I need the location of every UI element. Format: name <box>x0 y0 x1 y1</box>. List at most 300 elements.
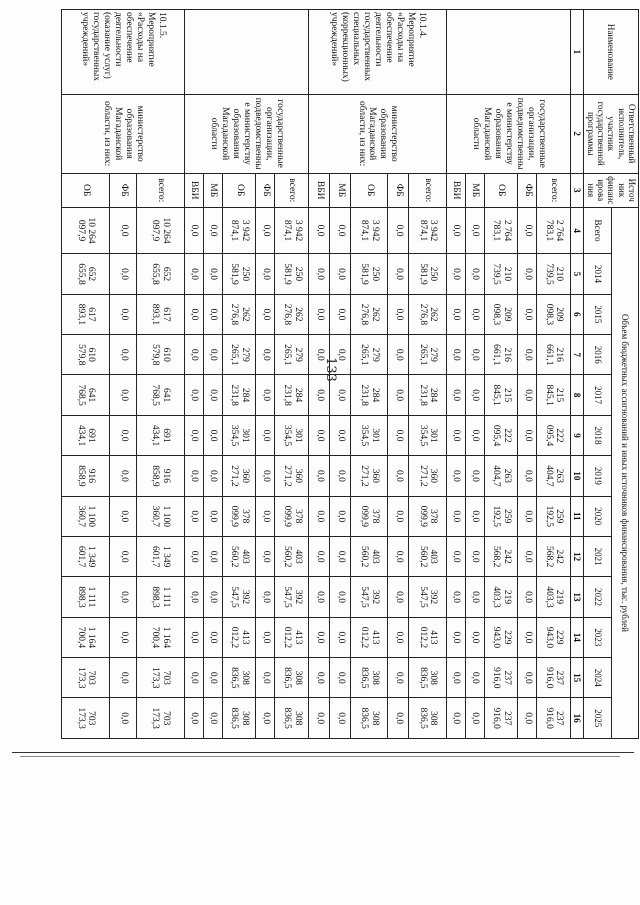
budget-table <box>61 9 639 739</box>
value-year: 0,0 <box>110 254 137 294</box>
header-year-2017: 2017 <box>584 375 611 415</box>
value-total: 10 264 097,9 <box>61 207 109 253</box>
value-year: 262 276,8 <box>351 294 388 334</box>
value-year: 229 943,0 <box>484 617 518 657</box>
value-year: 0,0 <box>309 496 330 536</box>
value-year: 250 581,9 <box>351 254 388 294</box>
value-year: 0,0 <box>309 536 330 576</box>
value-year: 403 560,2 <box>351 536 388 576</box>
value-year: 703 173,3 <box>136 698 184 739</box>
value-year: 0,0 <box>446 658 465 698</box>
funding-source: ВБИ <box>184 173 203 207</box>
column-index: 12 <box>570 536 583 576</box>
value-year: 0,0 <box>110 294 137 334</box>
table-row <box>136 10 184 739</box>
value-total: 2 764 783,1 <box>484 207 518 253</box>
column-index: 13 <box>570 577 583 617</box>
value-year: 0,0 <box>110 577 137 617</box>
activity-name <box>446 10 570 95</box>
value-year: 1 349 601,7 <box>61 536 109 576</box>
value-year: 0,0 <box>309 254 330 294</box>
value-year: 0,0 <box>203 617 222 657</box>
header-executor: Ответственный исполнитель, участник государственной программы <box>584 94 639 173</box>
value-year: 0,0 <box>388 335 409 375</box>
value-year: 0,0 <box>203 375 222 415</box>
value-year: 0,0 <box>388 375 409 415</box>
value-year: 262 276,8 <box>275 294 309 334</box>
value-year: 0,0 <box>465 658 484 698</box>
value-year: 0,0 <box>184 254 203 294</box>
value-year: 0,0 <box>388 294 409 334</box>
value-year: 219 403,3 <box>537 577 571 617</box>
value-year: 0,0 <box>256 698 275 739</box>
value-year: 0,0 <box>388 698 409 739</box>
header-year-2019: 2019 <box>584 456 611 496</box>
value-year: 0,0 <box>465 254 484 294</box>
value-year: 0,0 <box>184 658 203 698</box>
value-year: 0,0 <box>184 536 203 576</box>
value-year: 0,0 <box>330 335 351 375</box>
activity-name <box>184 10 308 95</box>
value-year: 284 231,8 <box>222 375 256 415</box>
value-year: 0,0 <box>203 577 222 617</box>
value-year: 237 916,0 <box>537 698 571 739</box>
value-year: 0,0 <box>518 375 537 415</box>
value-year: 0,0 <box>330 536 351 576</box>
value-year: 284 231,8 <box>351 375 388 415</box>
funding-source: ВБИ <box>309 173 330 207</box>
column-index: 16 <box>570 698 583 739</box>
value-year: 0,0 <box>465 617 484 657</box>
value-year: 250 581,9 <box>275 254 309 294</box>
value-year: 0,0 <box>518 335 537 375</box>
value-year: 0,0 <box>203 658 222 698</box>
value-year: 237 916,0 <box>537 658 571 698</box>
value-year: 0,0 <box>330 294 351 334</box>
value-year: 308 836,5 <box>409 658 446 698</box>
value-year: 0,0 <box>110 496 137 536</box>
column-index: 8 <box>570 375 583 415</box>
value-year: 301 354,5 <box>222 415 256 455</box>
value-year: 392 547,5 <box>275 577 309 617</box>
value-year: 0,0 <box>203 536 222 576</box>
value-year: 1 164 700,4 <box>136 617 184 657</box>
value-year: 0,0 <box>256 658 275 698</box>
value-total: 0,0 <box>388 207 409 253</box>
value-year: 0,0 <box>203 698 222 739</box>
value-year: 237 916,0 <box>484 698 518 739</box>
column-index: 4 <box>570 207 583 253</box>
value-year: 0,0 <box>446 536 465 576</box>
value-year: 0,0 <box>330 698 351 739</box>
value-year: 209 098,3 <box>537 294 571 334</box>
value-year: 263 404,7 <box>537 456 571 496</box>
value-year: 250 581,9 <box>222 254 256 294</box>
value-year: 0,0 <box>465 536 484 576</box>
value-year: 210 739,5 <box>484 254 518 294</box>
value-year: 0,0 <box>203 294 222 334</box>
column-index: 9 <box>570 415 583 455</box>
value-year: 0,0 <box>518 254 537 294</box>
value-year: 0,0 <box>518 698 537 739</box>
value-year: 0,0 <box>518 617 537 657</box>
header-year-2016: 2016 <box>584 335 611 375</box>
header-year-2018: 2018 <box>584 415 611 455</box>
value-year: 0,0 <box>330 375 351 415</box>
value-year: 279 265,1 <box>351 335 388 375</box>
column-index: 11 <box>570 496 583 536</box>
value-year: 0,0 <box>465 456 484 496</box>
value-year: 0,0 <box>388 658 409 698</box>
header-row-1 <box>611 10 638 739</box>
column-index-row <box>570 10 583 739</box>
header-year-2020: 2020 <box>584 496 611 536</box>
table-row <box>537 10 571 739</box>
funding-source: ФБ <box>110 173 137 207</box>
value-year: 0,0 <box>184 456 203 496</box>
value-year: 378 099,9 <box>409 496 446 536</box>
activity-name: 10.1.4. Мероприятие «Расходы на обеспечение деятельности государственных специальных (коррекционных) учреждений» <box>309 10 447 95</box>
value-year: 242 568,2 <box>537 536 571 576</box>
value-year: 392 547,5 <box>409 577 446 617</box>
value-total: 3 942 874,1 <box>409 207 446 253</box>
value-year: 209 098,3 <box>484 294 518 334</box>
column-index: 6 <box>570 294 583 334</box>
value-year: 0,0 <box>110 335 137 375</box>
value-year: 0,0 <box>388 415 409 455</box>
value-year: 0,0 <box>184 698 203 739</box>
value-year: 360 271,2 <box>275 456 309 496</box>
value-total: 0,0 <box>309 207 330 253</box>
funding-source: МБ <box>203 173 222 207</box>
funding-source: ОБ <box>61 173 109 207</box>
value-year: 308 836,5 <box>351 658 388 698</box>
value-year: 0,0 <box>465 375 484 415</box>
value-year: 413 012,2 <box>351 617 388 657</box>
value-year: 0,0 <box>330 658 351 698</box>
value-year: 378 099,9 <box>351 496 388 536</box>
value-year: 916 858,9 <box>136 456 184 496</box>
value-year: 0,0 <box>110 415 137 455</box>
value-year: 403 560,2 <box>222 536 256 576</box>
value-year: 0,0 <box>518 496 537 536</box>
funding-source: ФБ <box>388 173 409 207</box>
value-year: 0,0 <box>518 658 537 698</box>
value-total: 0,0 <box>465 207 484 253</box>
value-year: 641 768,5 <box>61 375 109 415</box>
activity-name: 10.1.5. Мероприятие «Расходы на обеспечение деятельности (оказание услуг) государственных учреждений» <box>61 10 184 95</box>
value-year: 0,0 <box>309 375 330 415</box>
value-year: 222 095,4 <box>537 415 571 455</box>
value-year: 308 836,5 <box>409 698 446 739</box>
value-year: 0,0 <box>309 335 330 375</box>
value-total: 3 942 874,1 <box>275 207 309 253</box>
value-year: 259 192,5 <box>537 496 571 536</box>
value-year: 0,0 <box>184 415 203 455</box>
value-year: 0,0 <box>256 496 275 536</box>
value-year: 392 547,5 <box>222 577 256 617</box>
table-row <box>409 10 446 739</box>
value-year: 0,0 <box>388 456 409 496</box>
value-year: 0,0 <box>184 577 203 617</box>
value-year: 378 099,9 <box>275 496 309 536</box>
value-year: 216 661,1 <box>537 335 571 375</box>
value-total: 0,0 <box>184 207 203 253</box>
value-year: 691 434,1 <box>61 415 109 455</box>
value-year: 0,0 <box>465 496 484 536</box>
value-year: 0,0 <box>388 254 409 294</box>
value-year: 0,0 <box>110 698 137 739</box>
value-year: 242 568,2 <box>484 536 518 576</box>
value-year: 0,0 <box>110 375 137 415</box>
value-year: 0,0 <box>446 415 465 455</box>
value-year: 0,0 <box>203 415 222 455</box>
funding-source: ОБ <box>351 173 388 207</box>
column-index: 3 <box>570 173 583 207</box>
value-year: 0,0 <box>446 698 465 739</box>
value-year: 378 099,9 <box>222 496 256 536</box>
table-body <box>61 10 570 739</box>
funding-source: ФБ <box>256 173 275 207</box>
value-year: 0,0 <box>330 496 351 536</box>
value-year: 641 768,5 <box>136 375 184 415</box>
value-year: 301 354,5 <box>275 415 309 455</box>
header-year-2015: 2015 <box>584 294 611 334</box>
value-year: 0,0 <box>256 254 275 294</box>
value-total: 0,0 <box>203 207 222 253</box>
value-year: 610 579,8 <box>136 335 184 375</box>
funding-source: всего: <box>136 173 184 207</box>
executor-name: министерство образования Магаданской области, из них: <box>61 94 184 173</box>
value-year: 0,0 <box>309 658 330 698</box>
value-year: 308 836,5 <box>351 698 388 739</box>
value-year: 360 271,2 <box>409 456 446 496</box>
value-year: 0,0 <box>388 536 409 576</box>
value-year: 1 100 360,7 <box>136 496 184 536</box>
value-year: 0,0 <box>184 617 203 657</box>
budget-table-rotated <box>75 9 639 739</box>
value-year: 250 581,9 <box>409 254 446 294</box>
header-year-2024: 2024 <box>584 658 611 698</box>
value-year: 0,0 <box>388 496 409 536</box>
value-year: 360 271,2 <box>351 456 388 496</box>
value-year: 652 655,8 <box>136 254 184 294</box>
column-index: 14 <box>570 617 583 657</box>
executor-name: государственные организации, подведомственные министерству образования Магаданской области <box>184 94 308 173</box>
value-year: 210 739,5 <box>537 254 571 294</box>
page-divider-secondary <box>20 756 620 757</box>
value-total: 0,0 <box>256 207 275 253</box>
value-year: 1 100 360,7 <box>61 496 109 536</box>
value-year: 0,0 <box>330 617 351 657</box>
value-year: 0,0 <box>465 335 484 375</box>
header-total: Всего <box>584 207 611 253</box>
value-year: 0,0 <box>446 617 465 657</box>
value-year: 0,0 <box>110 456 137 496</box>
value-total: 0,0 <box>518 207 537 253</box>
executor-name: государственные организации, подведомственные министерству образования Магаданской области <box>446 94 570 173</box>
table-row <box>275 10 309 739</box>
value-year: 0,0 <box>446 496 465 536</box>
value-year: 0,0 <box>256 577 275 617</box>
value-year: 308 836,5 <box>222 698 256 739</box>
funding-source: всего: <box>409 173 446 207</box>
value-year: 0,0 <box>184 496 203 536</box>
value-year: 0,0 <box>518 577 537 617</box>
value-year: 1 164 700,4 <box>61 617 109 657</box>
value-year: 0,0 <box>465 294 484 334</box>
value-total: 0,0 <box>446 207 465 253</box>
value-year: 0,0 <box>309 456 330 496</box>
value-year: 259 192,5 <box>484 496 518 536</box>
value-year: 610 579,8 <box>61 335 109 375</box>
value-year: 0,0 <box>203 496 222 536</box>
value-year: 308 836,5 <box>275 698 309 739</box>
value-year: 0,0 <box>446 577 465 617</box>
value-year: 301 354,5 <box>409 415 446 455</box>
value-year: 617 893,1 <box>61 294 109 334</box>
value-year: 284 231,8 <box>275 375 309 415</box>
value-year: 0,0 <box>330 254 351 294</box>
value-year: 916 858,9 <box>61 456 109 496</box>
value-year: 0,0 <box>446 254 465 294</box>
value-year: 703 173,3 <box>61 658 109 698</box>
funding-source: всего: <box>537 173 571 207</box>
value-year: 1 111 898,3 <box>61 577 109 617</box>
value-year: 403 560,2 <box>275 536 309 576</box>
value-year: 279 265,1 <box>275 335 309 375</box>
funding-source: ОБ <box>222 173 256 207</box>
value-year: 279 265,1 <box>409 335 446 375</box>
value-year: 413 012,2 <box>409 617 446 657</box>
value-year: 237 916,0 <box>484 658 518 698</box>
value-year: 0,0 <box>446 294 465 334</box>
funding-source: МБ <box>465 173 484 207</box>
value-year: 0,0 <box>110 658 137 698</box>
column-index: 15 <box>570 658 583 698</box>
value-year: 703 173,3 <box>61 698 109 739</box>
value-year: 1 111 898,3 <box>136 577 184 617</box>
value-year: 617 893,1 <box>136 294 184 334</box>
value-year: 308 836,5 <box>222 658 256 698</box>
value-year: 301 354,5 <box>351 415 388 455</box>
page-number: 133 <box>322 357 338 382</box>
value-year: 0,0 <box>446 456 465 496</box>
value-year: 0,0 <box>256 335 275 375</box>
column-index: 10 <box>570 456 583 496</box>
value-year: 0,0 <box>465 415 484 455</box>
value-year: 703 173,3 <box>136 658 184 698</box>
value-total: 2 764 783,1 <box>537 207 571 253</box>
header-year-2023: 2023 <box>584 617 611 657</box>
value-year: 413 012,2 <box>222 617 256 657</box>
value-year: 0,0 <box>446 375 465 415</box>
value-total: 3 942 874,1 <box>351 207 388 253</box>
funding-source: ФБ <box>518 173 537 207</box>
value-year: 0,0 <box>110 617 137 657</box>
value-year: 284 231,8 <box>409 375 446 415</box>
value-year: 0,0 <box>110 536 137 576</box>
value-year: 262 276,8 <box>222 294 256 334</box>
value-year: 0,0 <box>203 335 222 375</box>
value-year: 0,0 <box>518 294 537 334</box>
value-year: 215 845,1 <box>484 375 518 415</box>
value-year: 0,0 <box>446 335 465 375</box>
value-total: 0,0 <box>330 207 351 253</box>
value-year: 0,0 <box>203 456 222 496</box>
value-year: 0,0 <box>184 335 203 375</box>
value-year: 652 655,8 <box>61 254 109 294</box>
value-year: 0,0 <box>465 698 484 739</box>
value-year: 0,0 <box>309 294 330 334</box>
value-year: 0,0 <box>256 415 275 455</box>
column-index: 1 <box>570 10 583 95</box>
value-year: 0,0 <box>518 415 537 455</box>
header-year-2021: 2021 <box>584 536 611 576</box>
funding-source: ОБ <box>484 173 518 207</box>
value-year: 360 271,2 <box>222 456 256 496</box>
value-total: 10 264 097,9 <box>136 207 184 253</box>
funding-source: МБ <box>330 173 351 207</box>
header-year-2022: 2022 <box>584 577 611 617</box>
value-year: 392 547,5 <box>351 577 388 617</box>
value-total: 3 942 874,1 <box>222 207 256 253</box>
column-index: 2 <box>570 94 583 173</box>
value-year: 403 560,2 <box>409 536 446 576</box>
value-year: 413 012,2 <box>275 617 309 657</box>
value-year: 229 943,0 <box>537 617 571 657</box>
funding-source: всего: <box>275 173 309 207</box>
value-year: 215 845,1 <box>537 375 571 415</box>
value-year: 0,0 <box>388 577 409 617</box>
executor-name: министерство образования Магаданской области, из них: <box>309 94 447 173</box>
value-total: 0,0 <box>110 207 137 253</box>
value-year: 0,0 <box>256 456 275 496</box>
value-year: 0,0 <box>184 375 203 415</box>
value-year: 0,0 <box>184 294 203 334</box>
value-year: 691 434,1 <box>136 415 184 455</box>
value-year: 0,0 <box>518 456 537 496</box>
value-year: 0,0 <box>256 536 275 576</box>
value-year: 219 403,3 <box>484 577 518 617</box>
value-year: 1 349 601,7 <box>136 536 184 576</box>
page-divider <box>12 752 634 753</box>
value-year: 0,0 <box>256 617 275 657</box>
column-index: 7 <box>570 335 583 375</box>
value-year: 0,0 <box>309 698 330 739</box>
value-year: 0,0 <box>330 456 351 496</box>
value-year: 0,0 <box>203 254 222 294</box>
value-year: 0,0 <box>256 294 275 334</box>
value-year: 0,0 <box>256 375 275 415</box>
value-year: 222 095,4 <box>484 415 518 455</box>
column-index: 5 <box>570 254 583 294</box>
header-name: Наименование <box>584 10 639 95</box>
value-year: 0,0 <box>330 415 351 455</box>
funding-source: ВБИ <box>446 173 465 207</box>
value-year: 262 276,8 <box>409 294 446 334</box>
header-volume: Объем бюджетных ассигнований и иных источников финансирования, тыс. рублей <box>611 207 638 738</box>
header-source: Источ ник финанс ирова ния <box>584 173 639 207</box>
value-year: 0,0 <box>518 536 537 576</box>
value-year: 0,0 <box>330 577 351 617</box>
value-year: 0,0 <box>465 577 484 617</box>
value-year: 308 836,5 <box>275 658 309 698</box>
value-year: 0,0 <box>388 617 409 657</box>
value-year: 279 265,1 <box>222 335 256 375</box>
header-year-2014: 2014 <box>584 254 611 294</box>
value-year: 263 404,7 <box>484 456 518 496</box>
